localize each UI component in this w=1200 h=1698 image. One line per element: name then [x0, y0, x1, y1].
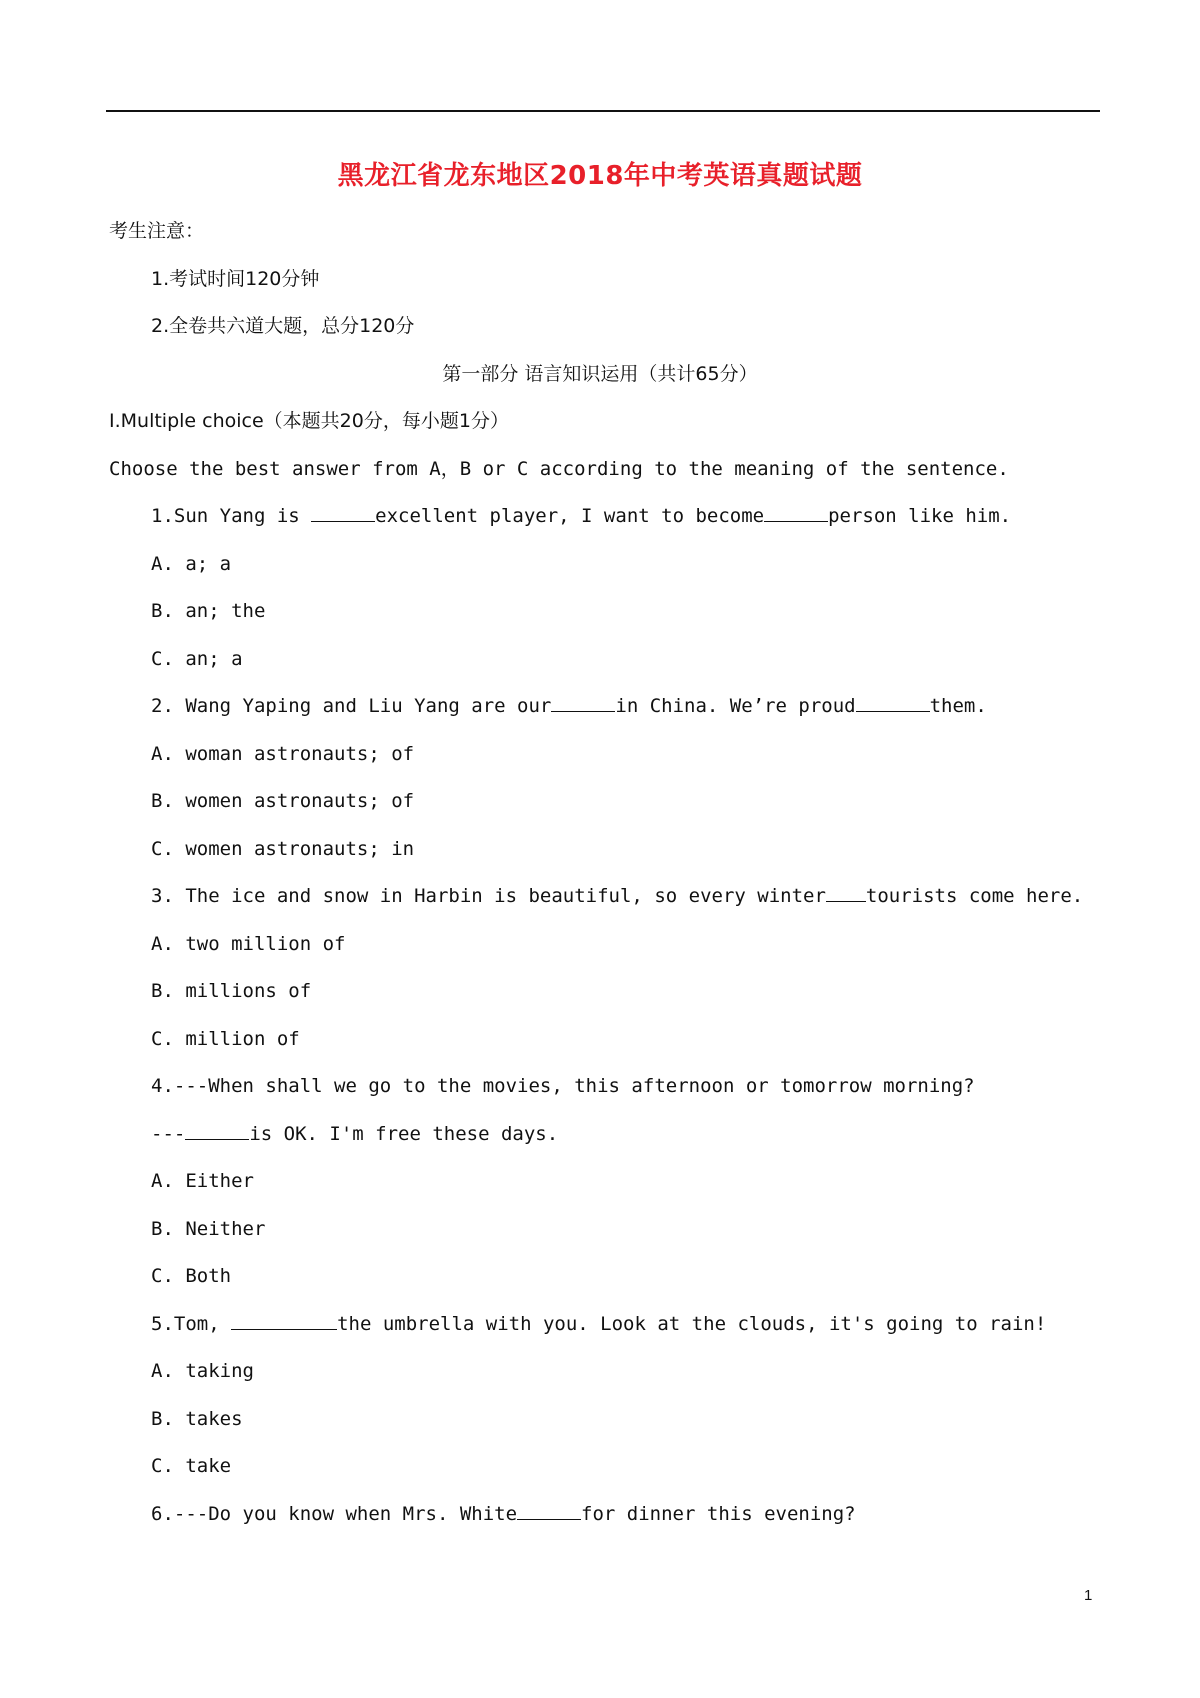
- question-5: [151, 1311, 1046, 1337]
- question-text: the umbrella with you. Look at the clouds, it's going to rain!: [337, 1313, 1047, 1335]
- question-2: [151, 693, 987, 719]
- question-text: excellent player, I want to become: [375, 505, 765, 527]
- question-4-reply: [151, 1121, 558, 1147]
- option-2c: C. women astronauts; in: [151, 838, 415, 860]
- option-5a: A. taking: [151, 1360, 254, 1382]
- question-text: 2. Wang Yaping and Liu Yang are our: [151, 695, 552, 717]
- question-text: 5.Tom,: [151, 1313, 232, 1335]
- option-4a: A. Either: [151, 1170, 254, 1192]
- page-title: 黑龙江省龙东地区2018年中考英语真题试题: [337, 161, 863, 191]
- section1-heading: Ⅰ.Multiple choice（本题共20分，每小题1分）: [109, 410, 509, 432]
- question-text: is OK. I'm free these days.: [249, 1123, 559, 1145]
- option-4b: B. Neither: [151, 1218, 266, 1240]
- option-3a: A. two million of: [151, 933, 346, 955]
- question-text: ---: [151, 1123, 186, 1145]
- question-text: for dinner this evening?: [581, 1503, 856, 1525]
- option-2b: B. women astronauts; of: [151, 790, 415, 812]
- question-4: 4.---When shall we go to the movies, this afternoon or tomorrow morning?: [151, 1075, 975, 1097]
- question-text: in China. We’re proud: [615, 695, 856, 717]
- question-text: person like him.: [828, 505, 1012, 527]
- option-2a: A. woman astronauts; of: [151, 743, 415, 765]
- question-text: 1.Sun Yang is: [151, 505, 312, 527]
- option-5b: B. takes: [151, 1408, 243, 1430]
- question-text: them.: [929, 695, 987, 717]
- option-5c: C. take: [151, 1455, 232, 1477]
- notice-item-1: 1.考试时间120分钟: [151, 268, 320, 290]
- answer-blank: [517, 1501, 581, 1520]
- section1-instruction: Choose the best answer from A，B or C according to the meaning of the sentence.: [109, 458, 1009, 480]
- option-1c: C. an; a: [151, 648, 243, 670]
- question-1: [151, 503, 1011, 529]
- question-text: 3. The ice and snow in Harbin is beautiful, so every winter: [151, 885, 826, 907]
- header-rule: [106, 110, 1100, 112]
- option-3c: C. million of: [151, 1028, 300, 1050]
- answer-blank: [551, 693, 615, 712]
- option-1a: A. a; a: [151, 553, 232, 575]
- answer-blank: [185, 1121, 249, 1140]
- page-number: 1: [1084, 1587, 1093, 1604]
- question-text: tourists come here.: [865, 885, 1084, 907]
- answer-blank: [311, 503, 375, 522]
- answer-blank: [231, 1311, 337, 1330]
- option-3b: B. millions of: [151, 980, 312, 1002]
- answer-blank: [856, 693, 930, 712]
- option-4c: C. Both: [151, 1265, 232, 1287]
- notice-item-2: 2.全卷共六道大题，总分120分: [151, 315, 415, 337]
- answer-blank: [764, 503, 828, 522]
- notice-heading: 考生注意：: [109, 220, 205, 242]
- question-3: [151, 883, 1083, 909]
- option-1b: B. an; the: [151, 600, 266, 622]
- part1-heading: 第一部分 语言知识运用（共计65分）: [442, 363, 758, 385]
- answer-blank: [826, 883, 866, 902]
- question-text: 6.---Do you know when Mrs. White: [151, 1503, 518, 1525]
- question-6: [151, 1501, 856, 1527]
